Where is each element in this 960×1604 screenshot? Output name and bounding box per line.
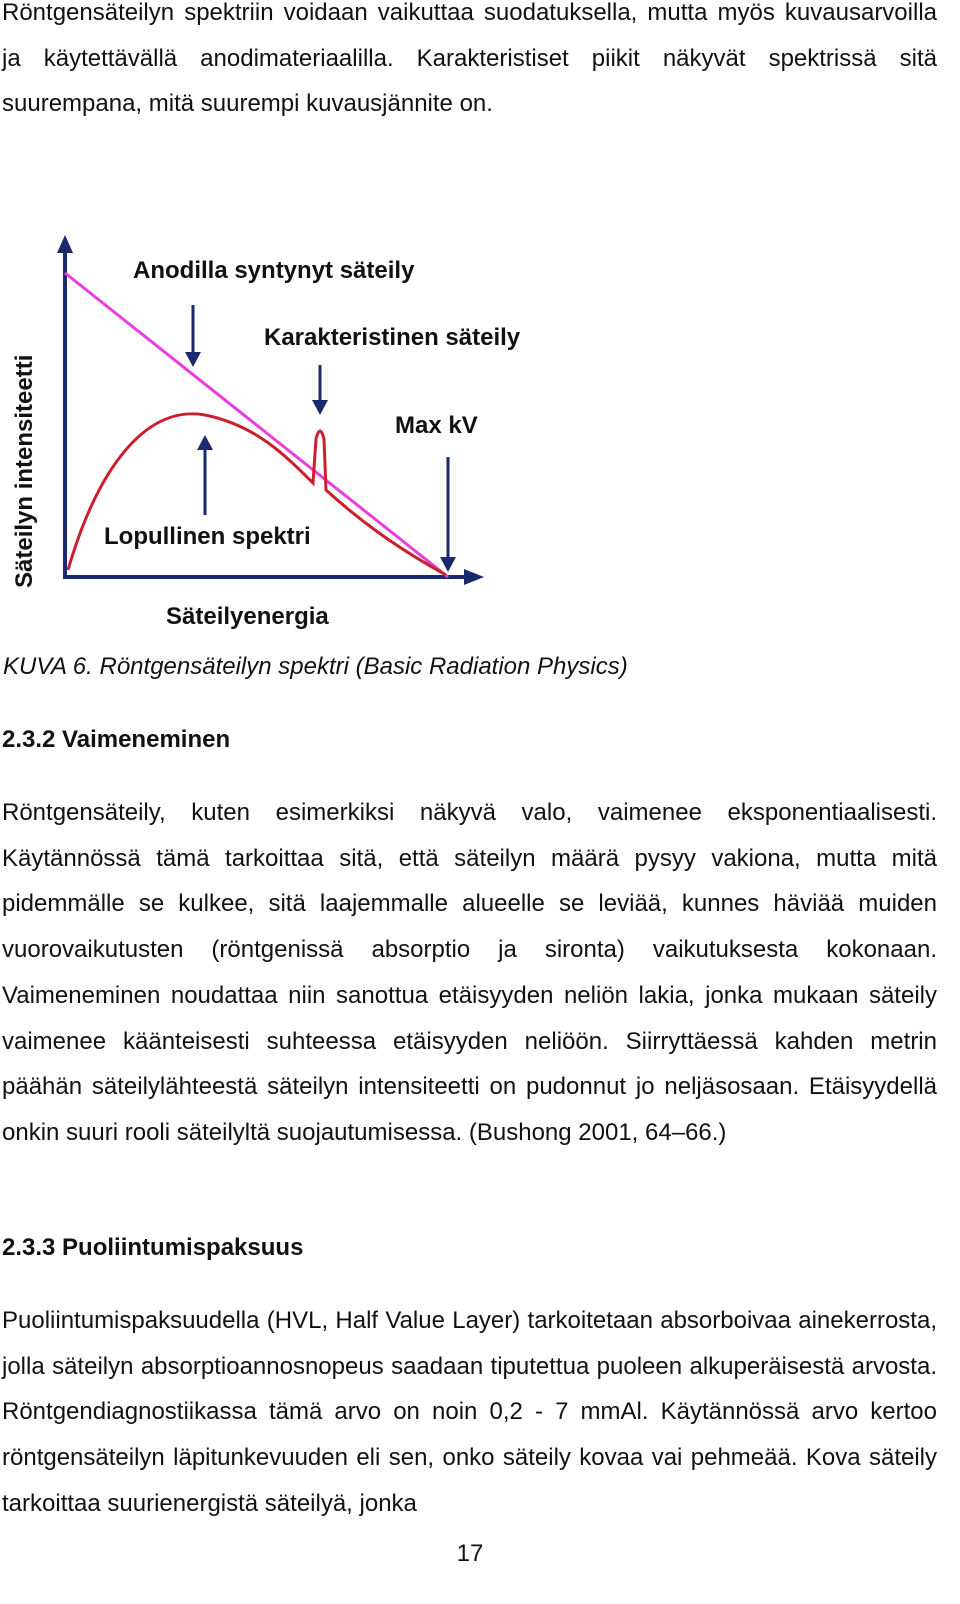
label-anode-radiation: Anodilla syntynyt säteily (133, 257, 415, 284)
y-axis-arrowhead (57, 235, 73, 253)
label-max-kv: Max kV (395, 412, 478, 439)
final-spectrum-arrowhead (197, 435, 213, 450)
x-axis-label: Säteilyenergia (166, 603, 329, 630)
label-characteristic-radiation: Karakteristinen säteily (264, 324, 521, 351)
page-number: 17 (456, 1540, 484, 1567)
characteristic-arrowhead (312, 400, 328, 415)
label-final-spectrum: Lopullinen spektri (104, 523, 311, 550)
section-body-attenuation: Röntgensäteily, kuten esimerkiksi näkyvä valo, vaimenee eksponentiaalisesti. Käytännössä tämä tarkoittaa sitä, että säteilyn määrä pysyy vakiona, mutta mitä pidemmälle se kulkee, sitä laajemmalle alueelle se leviää, kunnes häviää muiden vuorovaikutusten (röntgenissä absorptio ja sironta) vaikutuksesta kokonaan. Vaimeneminen noudattaa niin sanottua etäisyyden neliön lakia, jonka mukaan säteily vaimenee käänteisesti suhteessa etäisyyden neliöön. Siirryttäessä kahden metrin päähän säteilylähteestä säteilyn intensiteetti on pudonnut jo neljäsosaan. Etäisyydellä onkin suuri rooli säteilyltä suojautumisessa. (Bushong 2001, 64–66.) (2, 799, 937, 1146)
section-heading-attenuation: 2.3.2 Vaimeneminen (2, 726, 231, 753)
x-axis-arrowhead (464, 569, 484, 585)
figure-caption: KUVA 6. Röntgensäteilyn spektri (Basic Radiation Physics) (3, 653, 628, 680)
maxkv-arrowhead (440, 557, 456, 572)
spectrum-figure (0, 225, 560, 645)
y-axis-label: Säteilyn intensiteetti (11, 354, 38, 588)
section-body-hvl: Puoliintumispaksuudella (HVL, Half Value Layer) tarkoitetaan absorboivaa ainekerrosta, jolla säteilyn absorptioannosnopeus saadaan tiputettua puoleen alkuperäisestä arvosta. Röntgendiagnostiikassa tämä arvo on noin 0,2 - 7 mmAl. Käytännössä arvo kertoo röntgensäteilyn läpitunkevuuden eli sen, onko säteily kovaa vai pehmeää. Kova säteily tarkoittaa suurienergistä säteilyä, jonka (2, 1307, 937, 1517)
intro-paragraph: Röntgensäteilyn spektriin voidaan vaikuttaa suodatuksella, mutta myös kuvausarvoilla ja käytettävällä anodimateriaalilla. Karakteristiset piikit näkyvät spektrissä sitä suurempana, mitä suurempi kuvausjännite on. (2, 0, 937, 118)
section-heading-hvl: 2.3.3 Puoliintumispaksuus (2, 1234, 304, 1261)
anode-arrowhead (185, 352, 201, 367)
